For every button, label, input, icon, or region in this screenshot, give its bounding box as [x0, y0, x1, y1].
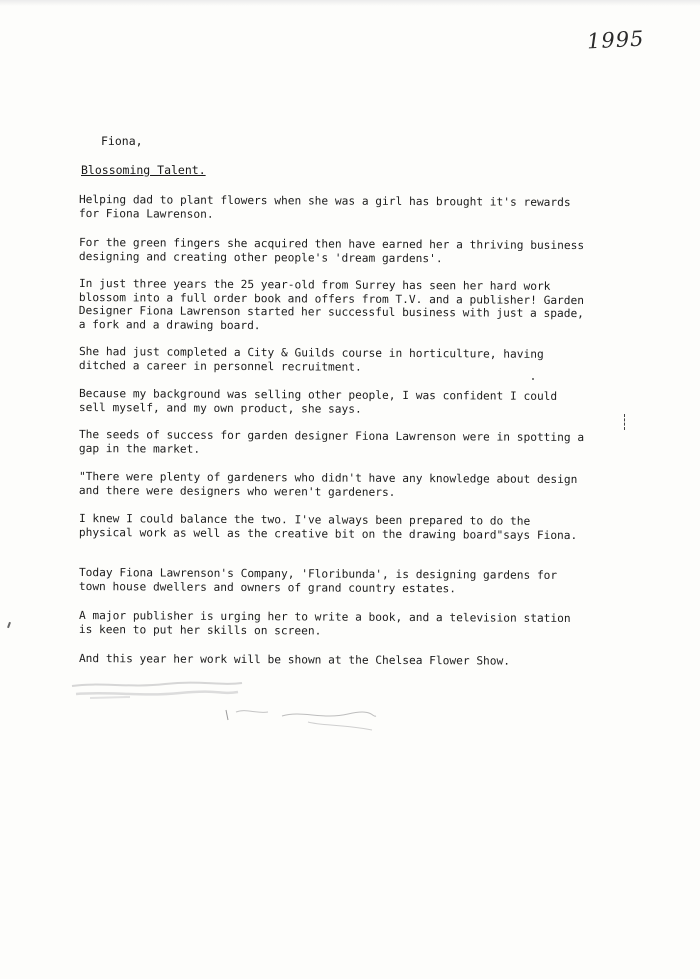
paragraph: The seeds of success for garden designer Fiona Lawrenson were in spotting a gap in the market. — [78, 428, 585, 456]
handwritten-year-note: 1995 — [586, 26, 646, 54]
paragraph: Because my background was selling other people, I was confident I could sell myself, and my own product, she says. — [78, 387, 558, 416]
paragraph: She had just completed a City & Guilds course in horticulture, having ditched a career in personnel recruitment. — [78, 345, 544, 374]
speck-mark — [532, 378, 534, 380]
faint-signature-scribble — [222, 700, 382, 736]
paragraph: For the green fingers she acquired then have earned her a thriving business designing and creating other people's 'dream gardens'. — [78, 236, 585, 265]
paragraph: Helping dad to plant flowers when she was a girl has brought it's rewards for Fiona Lawrenson. — [78, 193, 571, 221]
margin-mark — [624, 414, 627, 430]
paragraph: And this year her work will be shown at the Chelsea Flower Show. — [78, 652, 511, 668]
margin-mark — [7, 622, 11, 628]
headline: Blossoming Talent. — [81, 163, 206, 177]
paragraph: Today Fiona Lawrenson's Company, 'Floribunda', is designing gardens for town house dwellers and owners of grand country estates. — [78, 566, 558, 595]
scan-edge — [0, 0, 700, 6]
salutation: Fiona, — [101, 134, 143, 148]
paragraph: In just three years the 25 year-old from Surrey has seen her hard work blossom into a full order book and offers from T.V. and a publisher! Garden Designer Fiona Lawrenson started her successful business with just a spade, a fork and a drawing board. — [78, 277, 585, 332]
paragraph: I knew I could balance the two. I've always been prepared to do the physical work as well as the creative bit on the drawing board"says Fiona. — [78, 512, 578, 542]
paragraph: "There were plenty of gardeners who didn't have any knowledge about design and there were designers who weren't gardeners. — [78, 470, 578, 499]
paragraph: A major publisher is urging her to write a book, and a television station is keen to put her skills on screen. — [78, 609, 571, 637]
